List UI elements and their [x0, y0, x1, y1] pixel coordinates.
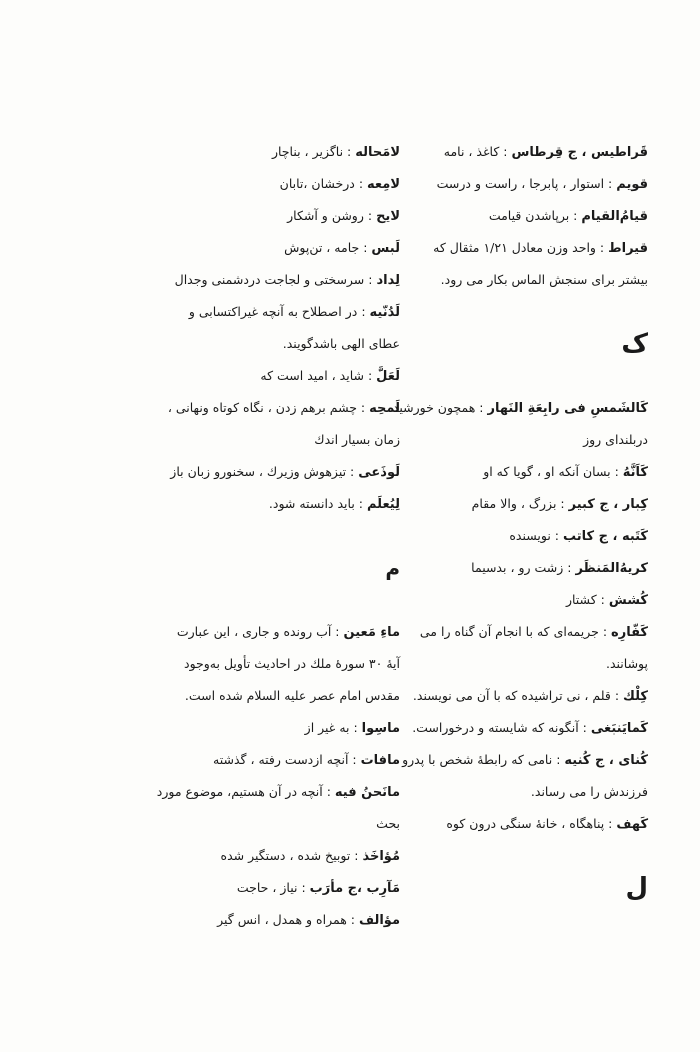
section-k [386, 392, 648, 840]
entry-term: کَتَبه ، ج کاتب [562, 529, 648, 544]
entry-term: کَفّارِه [611, 625, 648, 640]
entry-term: کِلْك [623, 689, 648, 704]
entry-term: قَراطیس ، ج قِرطاس [511, 145, 648, 160]
glossary-entry [386, 456, 648, 488]
entry-term: ماسِوا [361, 721, 400, 736]
glossary-entry-continuation [386, 648, 648, 680]
entry-definition: : قلم ، نی تراشیده که با آن می نویسند. [412, 688, 620, 703]
entry-term: کَاَنَّهُ [622, 465, 648, 480]
entry-definition: دربلندای روز [583, 432, 648, 447]
entry-definition: : همچون خورشید [392, 400, 484, 415]
glossary-entry-continuation [110, 648, 400, 680]
section-heading-k: ک [621, 329, 648, 359]
entry-definition: : همراه و همدل ، انس گیر [217, 912, 355, 927]
glossary-entry [110, 296, 400, 328]
glossary-entry [386, 616, 648, 648]
entry-definition: : استوار ، پابرجا ، راست و درست [436, 176, 613, 191]
entry-term: کریهُ‌المَنظَر [575, 561, 648, 576]
glossary-entry-continuation [110, 680, 400, 712]
glossary-entry [110, 456, 400, 488]
glossary-entry [386, 712, 648, 744]
glossary-entry [110, 904, 400, 936]
entry-term: کَمایَنبَغی [590, 721, 648, 736]
entry-term: لِیُعلَم [366, 497, 400, 512]
glossary-entry [110, 200, 400, 232]
entry-term: قویم [616, 177, 648, 192]
section-m [110, 616, 400, 936]
entry-definition: : آنگونه که شایسته و درخوراست. [412, 720, 587, 735]
entry-term: قیامُ‌القیام [581, 209, 648, 224]
entry-definition: بیشتر برای سنجش الماس بکار می رود. [440, 272, 648, 287]
entry-definition: عطای الهی باشدگویند. [282, 336, 400, 351]
entry-term: لَدُنّیه [369, 305, 400, 320]
glossary-entry [110, 744, 400, 776]
entry-definition: : باید دانسته شود. [268, 496, 363, 511]
entry-definition: : واحد وزن معادل ۱/۲۱ مثقال که [433, 240, 605, 255]
glossary-entry-continuation [110, 808, 400, 840]
entry-term: لامِعه [367, 177, 400, 192]
glossary-entry [386, 200, 648, 232]
entry-definition: : آنچه ازدست رفته ، گذشته [213, 752, 357, 767]
entry-definition: آیهٔ ۳۰ سورهٔ ملك در احادیث تأویل به‌وجود [184, 656, 400, 671]
entry-definition: : ناگزیر ، بناچار [271, 144, 352, 159]
glossary-entry [110, 264, 400, 296]
glossary-entry [110, 872, 400, 904]
glossary-entry [110, 168, 400, 200]
entry-definition: : نامی که رابطهٔ شخص با پدرو [402, 752, 561, 767]
entry-definition: فرزندش را می رساند. [530, 784, 648, 799]
entry-definition: : آنچه در آن هستیم، موضوع مورد [156, 784, 331, 799]
entry-definition: : توبیخ شده ، دستگیر شده [220, 848, 359, 863]
entry-definition: : چشم برهم زدن ، نگاه کوتاه ونهانی ، [167, 400, 366, 415]
entry-term: مافات [360, 753, 400, 768]
entry-definition: پوشانند. [605, 656, 648, 671]
left-column [110, 136, 400, 936]
entry-definition: : پناهگاه ، خانهٔ سنگی درون کوه [446, 816, 613, 831]
section-q [386, 136, 648, 296]
entry-definition: : کاغذ ، نامه [443, 144, 508, 159]
entry-definition: : تیزهوش وزیرك ، سخنورو زبان باز [170, 464, 355, 479]
entry-definition: : کشتار [565, 592, 605, 607]
entry-definition: بحث [376, 816, 400, 831]
entry-definition: : نیاز ، حاجت [236, 880, 306, 895]
glossary-entry [386, 232, 648, 264]
entry-definition: : جامه ، تن‌پوش [284, 240, 368, 255]
entry-definition: زمان بسیار اندك [314, 432, 400, 447]
entry-definition: : آب رونده و جاری ، این عبارت [176, 624, 340, 639]
glossary-entry [110, 360, 400, 392]
entry-term: مُؤاخَذ [362, 849, 400, 864]
glossary-entry [110, 232, 400, 264]
entry-term: لَبس [371, 241, 400, 256]
glossary-entry [110, 392, 400, 424]
glossary-entry [386, 584, 648, 616]
glossary-entry [110, 136, 400, 168]
glossary-entry-continuation [110, 424, 400, 456]
glossary-entry [386, 744, 648, 776]
glossary-entry [386, 136, 648, 168]
glossary-entry [110, 488, 400, 520]
entry-definition: : روشن و آشکار [287, 208, 373, 223]
glossary-entry [386, 680, 648, 712]
entry-definition: : به غیر از [304, 720, 358, 735]
section-heading-m: م [385, 556, 400, 580]
entry-term: قیراط [608, 241, 648, 256]
glossary-entry [386, 552, 648, 584]
entry-definition: مقدس امام عصر علیه السلام شده است. [184, 688, 400, 703]
entry-term: ماءِ مَعین [343, 625, 400, 640]
entry-definition: : جریمه‌ای که با انجام آن گناه را می [419, 624, 608, 639]
entry-term: لَمحِه [369, 401, 400, 416]
entry-term: لَوذَعی [358, 465, 400, 480]
entry-term: مَآرِب ،ج مأرَب [309, 881, 400, 896]
section-l [110, 136, 400, 520]
entry-definition: : بزرگ ، والا مقام [471, 496, 565, 511]
glossary-entry [386, 392, 648, 424]
entry-term: مانَحنُ فیه [334, 785, 400, 800]
entry-definition: : سرسختی و لجاجت دردشمنی وجدال [174, 272, 373, 287]
glossary-entry [386, 808, 648, 840]
entry-term: لَعَلَّ [376, 369, 400, 384]
entry-term: لِداد [376, 273, 400, 288]
entry-term: لامَحاله [355, 145, 400, 160]
entry-term: کَالشَمسِ فی رابِعَةِ النَهار [487, 401, 648, 416]
section-heading-l: ل [625, 873, 648, 903]
glossary-entry-continuation [110, 328, 400, 360]
entry-definition: : نویسنده [509, 528, 559, 543]
entry-term: کَهف [616, 817, 648, 832]
entry-term: کِبار ، ج کبیر [568, 497, 648, 512]
glossary-entry-continuation [386, 264, 648, 296]
entry-definition: : در اصطلاح به آنچه غیراکتسابی و [188, 304, 366, 319]
right-column [386, 136, 648, 936]
glossary-entry [386, 488, 648, 520]
entry-term: لایح [376, 209, 400, 224]
entry-term: کُنای ، ج کُنیه [564, 753, 648, 768]
entry-term: مؤالف [358, 913, 400, 928]
glossary-entry [110, 712, 400, 744]
glossary-entry [110, 840, 400, 872]
entry-definition: : بسان آنکه او ، گویا که او [483, 464, 619, 479]
entry-definition: : زشت رو ، بدسیما [471, 560, 572, 575]
glossary-entry [386, 168, 648, 200]
entry-definition: : شاید ، امید است که [260, 368, 373, 383]
glossary-entry-continuation [386, 424, 648, 456]
entry-definition: : درخشان ،تابان [279, 176, 364, 191]
glossary-entry-continuation [386, 776, 648, 808]
entry-definition: : برپاشدن قیامت [488, 208, 578, 223]
glossary-entry [110, 776, 400, 808]
glossary-entry [110, 616, 400, 648]
entry-term: کُشش [608, 593, 648, 608]
glossary-entry [386, 520, 648, 552]
